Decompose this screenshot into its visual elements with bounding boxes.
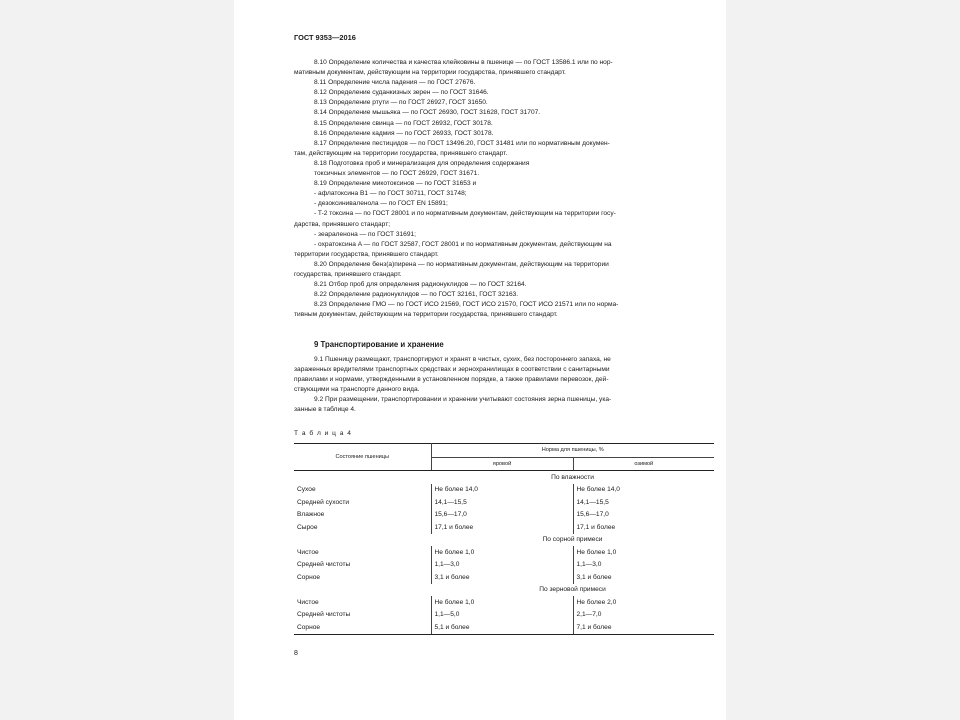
table-cell: 14,1—15,5: [576, 498, 609, 506]
wheat-condition-table: [294, 443, 714, 635]
table-row: [294, 559, 714, 572]
table-cell: Средней чистоты: [297, 611, 351, 619]
table-cell: 1,1—3,0: [431, 559, 573, 572]
table-cell: 5,1 и более: [431, 621, 573, 634]
table-cell: 3,1 и более: [431, 571, 573, 584]
table-row: [294, 621, 714, 634]
table-row: [294, 546, 714, 559]
text-line: 8.14 Определение мышьяка — по ГОСТ 26930, ГОСТ 31628, ГОСТ 31707.: [314, 109, 541, 117]
text-line: 8.12 Определение суданкизных зерен — по ГОСТ 31646.: [314, 89, 489, 97]
table-group-title: По сорной примеси: [542, 536, 603, 544]
table-caption: Т а б л и ц а 4: [294, 430, 352, 437]
table-cell: Средней чистоты: [297, 561, 351, 569]
table-row: [294, 609, 714, 622]
text-line: территории государства, принявшего стандарт.: [294, 250, 439, 258]
table-row: [294, 571, 714, 584]
text-line: 8.11 Определение числа падения — по ГОСТ 27676.: [314, 79, 476, 87]
table-cell: 15,6—17,0: [431, 509, 573, 522]
text-line: - дезоксиниваленола — по ГОСТ EN 15891;: [314, 200, 448, 208]
text-line: - афлатоксина B1 — по ГОСТ 30711, ГОСТ 31748;: [314, 190, 467, 198]
table-header-condition: Состояние пшеницы: [294, 444, 431, 471]
table-cell: 14,1—15,5: [431, 496, 573, 509]
table-cell: Сырое: [297, 523, 318, 531]
text-line: 8.21 Отбор проб для определения радионуклидов — по ГОСТ 32164.: [314, 281, 527, 289]
text-line: занные в таблице 4.: [294, 406, 356, 414]
table-row: [294, 484, 714, 497]
table-cell: Чистое: [297, 598, 319, 606]
table-cell: 17,1 и более: [576, 523, 616, 531]
table-cell: 17,1 и более: [431, 521, 573, 534]
table-subheader-spring: яровой: [431, 457, 573, 471]
section-8-text: [294, 58, 710, 320]
table-cell: Не более 2,0: [576, 598, 617, 606]
text-line: 8.10 Определение количества и качества клейковины в пшенице — по ГОСТ 13586.1 или по нор-: [314, 59, 613, 66]
page-number: 8: [294, 650, 298, 657]
table-cell: 2,1—7,0: [576, 611, 602, 619]
text-line: правилами и нормами, утвержденными в установленном порядке, а также правилами перевозок, дей-: [294, 376, 609, 384]
table-cell: Не более 14,0: [576, 486, 620, 494]
text-line: 8.23 Определение ГМО — по ГОСТ ИСО 21569, ГОСТ ИСО 21570, ГОСТ ИСО 21571 или по норма-: [314, 301, 619, 309]
section-9-title: 9 Транспортирование и хранение: [314, 340, 444, 349]
table-cell: Влажное: [297, 511, 325, 519]
text-line: дарства, принявшего стандарт;: [294, 220, 391, 228]
table-row: [294, 509, 714, 522]
text-line: ствующими на транспорте данного вида.: [294, 386, 420, 394]
table-cell: Сорное: [294, 621, 431, 634]
text-line: - зеараленона — по ГОСТ 31691;: [314, 230, 417, 238]
text-line: 8.16 Определение кадмия — по ГОСТ 26933, ГОСТ 30178.: [314, 129, 494, 137]
table-cell: [294, 471, 431, 484]
table-group-row: [294, 534, 714, 547]
text-line: 8.22 Определение радионуклидов — по ГОСТ 32161, ГОСТ 32163.: [314, 291, 519, 299]
table-cell: 3,1 и более: [576, 573, 612, 581]
table-subheader-winter: озимой: [573, 457, 714, 471]
text-line: 8.19 Определение микотоксинов — по ГОСТ 31653 и: [314, 180, 477, 188]
text-line: 8.17 Определение пестицидов — по ГОСТ 13496.20, ГОСТ 31481 или по нормативным докумен-: [314, 139, 610, 147]
table-cell: Не более 1,0: [431, 546, 573, 559]
text-line: 8.18 Подготовка проб и минерализация для определения содержания: [314, 159, 530, 167]
table-cell: Чистое: [297, 548, 319, 556]
document-header: ГОСТ 9353—2016: [294, 33, 356, 42]
table-cell: 15,6—17,0: [576, 511, 609, 519]
text-line: 8.15 Определение свинца — по ГОСТ 26932, ГОСТ 30178.: [314, 119, 493, 127]
text-line: 9.2 При размещении, транспортировании и хранении учитывают состояния зерна пшеницы, ука-: [314, 396, 612, 404]
table-cell: [294, 584, 431, 597]
document-page: [234, 0, 726, 720]
text-line: там, действующим на территории государства, принявшего стандарт.: [294, 149, 508, 157]
table-cell: 7,1 и более: [573, 621, 714, 634]
text-line: - охратоксина A — по ГОСТ 32587, ГОСТ 28001 и по нормативным документам, действующим на: [314, 240, 612, 248]
section-9-text: [294, 355, 710, 416]
text-line: мативным документам, действующим на территории государства, принявшего стандарт.: [294, 69, 566, 77]
table-cell: Не более 1,0: [576, 548, 617, 556]
table-cell: [294, 534, 431, 547]
table-group-title: По зерновой примеси: [539, 586, 606, 594]
text-line: 9.1 Пшеницу размещают, транспортируют и хранят в чистых, сухих, без постороннего запаха, не: [314, 356, 611, 363]
table-cell: Не более 14,0: [431, 484, 573, 497]
text-line: государства, принявшего стандарт.: [294, 270, 402, 278]
table-row: [294, 521, 714, 534]
table-cell: Средней сухости: [297, 498, 350, 506]
text-line: токсичных элементов — по ГОСТ 26929, ГОСТ 31671.: [314, 170, 480, 178]
text-line: зараженных вредителями транспортных средствах и зернохранилищах в соответствии с санитарными: [294, 366, 610, 374]
table-row: [294, 496, 714, 509]
table-row: [294, 596, 714, 609]
table-cell: Сухое: [297, 486, 316, 494]
table-group-row: [294, 471, 714, 484]
text-line: 8.20 Определение бенз(а)пирена — по нормативным документам, действующим на территории: [314, 260, 609, 268]
table-group-title: По влажности: [551, 473, 594, 481]
table-cell: 1,1—3,0: [576, 561, 602, 569]
table-header-norm: Норма для пшеницы, %: [431, 444, 714, 458]
table-cell: 1,1—5,0: [431, 609, 573, 622]
text-line: тивным документам, действующим на территории государства, принявшего стандарт.: [294, 311, 558, 319]
table-group-row: [294, 584, 714, 597]
text-line: - T-2 токсина — по ГОСТ 28001 и по нормативным документам, действующим на территории госу-: [314, 210, 616, 218]
text-line: 8.13 Определение ртути — по ГОСТ 26927, ГОСТ 31650.: [314, 99, 488, 107]
table-cell: Не более 1,0: [431, 596, 573, 609]
table-cell: Сорное: [297, 573, 321, 581]
